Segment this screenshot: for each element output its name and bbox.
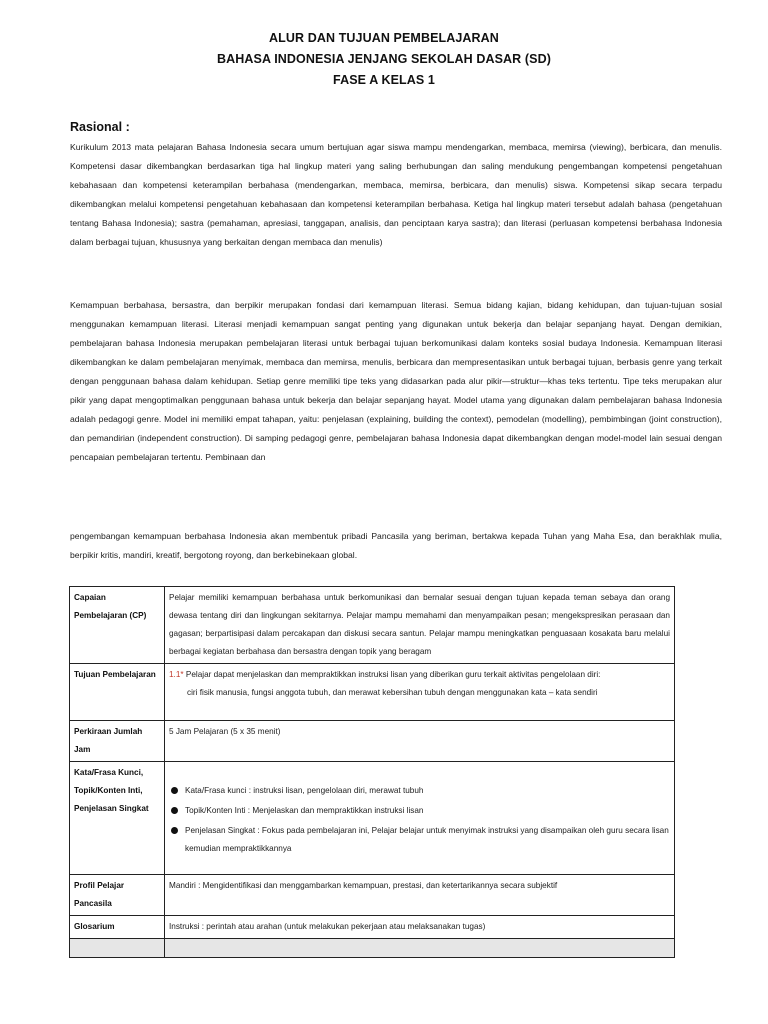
bullet-icon bbox=[171, 827, 178, 834]
document-subtitle: BAHASA INDONESIA JENJANG SEKOLAH DASAR (SD) bbox=[217, 52, 551, 66]
bullet-icon bbox=[171, 787, 178, 794]
tp-text-line1: Pelajar dapat menjelaskan dan mempraktikkan instruksi lisan yang diberikan guru terkait aktivitas pengelolaan diri: bbox=[185, 670, 601, 679]
empty-cell bbox=[70, 939, 165, 958]
kk-item-text: Kata/Frasa kunci : instruksi lisan, pengelolaan diri, merawat tubuh bbox=[185, 786, 424, 795]
rasional-paragraph-3: pengembangan kemampuan berbahasa Indonesia akan membentuk pribadi Pancasila yang beriman, bertakwa kepada Tuhan yang Maha Esa, dan berakhlak mulia, berpikir kritis, mandiri, kreatif, bergotong royong, dan berkebinekaan global. bbox=[70, 531, 722, 560]
table-row-glosarium bbox=[70, 916, 675, 939]
tp-cell bbox=[165, 664, 675, 721]
kata-kunci-list bbox=[169, 782, 670, 858]
profil-value: Mandiri : Mengidentifikasi dan menggambarkan kemampuan, prestasi, dan ketertarikannya secara subjektif bbox=[165, 875, 675, 916]
cp-text: Pelajar memiliki kemampuan berbahasa untuk berkomunikasi dan bernalar sesuai dengan tujuan kepada teman sebaya dan orang dewasa tentang diri dan lingkungan sekitarnya. Pelajar mampu memahami dan menyampaikan pesan; mengekspresikan perasaan dan gagasan; berpartisipasi dalam percakapan dan diskusi secara santun. Pelajar mampu meningkatkan penguasaan kosakata baru melalui berbagai kegiatan berbahasa dan bersastra dengan topik yang beragam bbox=[165, 587, 675, 664]
rasional-paragraph-2: Kemampuan berbahasa, bersastra, dan berpikir merupakan fondasi dari kemampuan literasi. Semua bidang kajian, bidang kehidupan, dan tujuan-tujuan sosial menggunakan kemampuan literasi. Literasi menjadi kemampuan sangat penting yang digunakan untuk bekerja dan belajar sepanjang hayat. Dengan demikian, pembelajaran bahasa Indonesia merupakan pembelajaran literasi untuk berbagai tujuan berkomunikasi dalam konteks sosial budaya Indonesia. Kemampuan literasi dikembangkan ke dalam pembelajaran menyimak, membaca dan memirsa, menulis, berbicara dan mempresentasikan untuk berbagai tujuan, berbasis genre yang terkait dengan penggunaan bahasa dalam kehidupan. Setiap genre memiliki tipe teks yang didasarkan pada alur pikir—struktur—khas teks tertentu. Tipe teks merupakan alur pikir yang dapat mengoptimalkan penggunaan bahasa untuk bekerja dan belajar sepanjang hayat. Model utama yang digunakan dalam pembelajaran bahasa Indonesia adalah pedagogi genre. Model ini memiliki empat tahapan, yaitu: penjelasan (explaining, building the context), pemodelan (modelling), pembimbingan (joint construction), dan pemandirian (independent construction). Di samping pedagogi genre, pembelajaran bahasa Indonesia dapat dikembangkan dengan model-model lain sesuai dengan pencapaian pembelajaran tertentu. Pembinaan dan bbox=[70, 300, 722, 462]
table-row-tp bbox=[70, 664, 675, 721]
profil-label: Profil Pelajar Pancasila bbox=[70, 875, 165, 916]
kk-item-text: Topik/Konten Inti : Menjelaskan dan mempraktikkan instruksi lisan bbox=[185, 806, 424, 815]
table-row-kata-kunci bbox=[70, 762, 675, 875]
rasional-paragraph-1: Kurikulum 2013 mata pelajaran Bahasa Indonesia secara umum bertujuan agar siswa mampu mendengarkan, membaca, memirsa (viewing), berbicara, dan menulis. Kompetensi dasar dikembangkan berdasarkan tiga hal lingkup materi yang saling berhubungan dan saling mendukung pengembangan kompetensi pengetahuan kebahasaan dan kompetensi keterampilan berbahasa (mendengarkan, membaca, memirsa, berbicara, dan menulis) siswa. Kompetensi sikap secara terpadu dikembangkan melalui kompetensi pengetahuan kebahasaan dan kompetensi keterampilan berbahasa. Ketiga hal lingkup materi tersebut adalah bahasa (pengetahuan tentang Bahasa Indonesia); sastra (pemahaman, apresiasi, tanggapan, analisis, dan penciptaan karya sastra); dan literasi (perluasan kompetensi berbahasa Indonesia dalam berbagai tujuan, khususnya yang berkaitan dengan membaca dan menulis) bbox=[70, 142, 722, 247]
tp-label: Tujuan Pembelajaran bbox=[70, 664, 165, 721]
document-title-block bbox=[0, 28, 768, 91]
table-row-cp bbox=[70, 587, 675, 664]
jam-value: 5 Jam Pelajaran (5 x 35 menit) bbox=[165, 721, 675, 762]
glosarium-label: Glosarium bbox=[70, 916, 165, 939]
kata-kunci-cell bbox=[165, 762, 675, 875]
list-item bbox=[169, 822, 670, 858]
document-title: ALUR DAN TUJUAN PEMBELAJARAN bbox=[269, 31, 499, 45]
rasional-heading: Rasional : bbox=[70, 120, 130, 134]
glosarium-value: Instruksi : perintah atau arahan (untuk melakukan pekerjaan atau melaksanakan tugas) bbox=[165, 916, 675, 939]
table-row-profil bbox=[70, 875, 675, 916]
jam-label: Perkiraan Jumlah Jam bbox=[70, 721, 165, 762]
table-row-jam bbox=[70, 721, 675, 762]
cp-label: Capaian Pembelajaran (CP) bbox=[70, 587, 165, 664]
bullet-icon bbox=[171, 807, 178, 814]
tp-text-line2: ciri fisik manusia, fungsi anggota tubuh, dan merawat kebersihan tubuh dengan menggunakan kata – kata sendiri bbox=[187, 688, 598, 697]
empty-cell bbox=[165, 939, 675, 958]
table-row-empty bbox=[70, 939, 675, 958]
tp-number: 1.1* bbox=[169, 670, 184, 679]
kk-item-text: Penjelasan Singkat : Fokus pada pembelajaran ini, Pelajar belajar untuk menyimak instruksi yang disampaikan oleh guru secara lisan kemudian mempraktikkannya bbox=[185, 826, 669, 853]
document-phase: FASE A KELAS 1 bbox=[333, 73, 435, 87]
kata-kunci-label: Kata/Frasa Kunci, Topik/Konten Inti, Penjelasan Singkat bbox=[70, 762, 165, 875]
list-item bbox=[169, 782, 670, 800]
learning-objectives-table bbox=[69, 586, 675, 958]
list-item bbox=[169, 802, 670, 820]
